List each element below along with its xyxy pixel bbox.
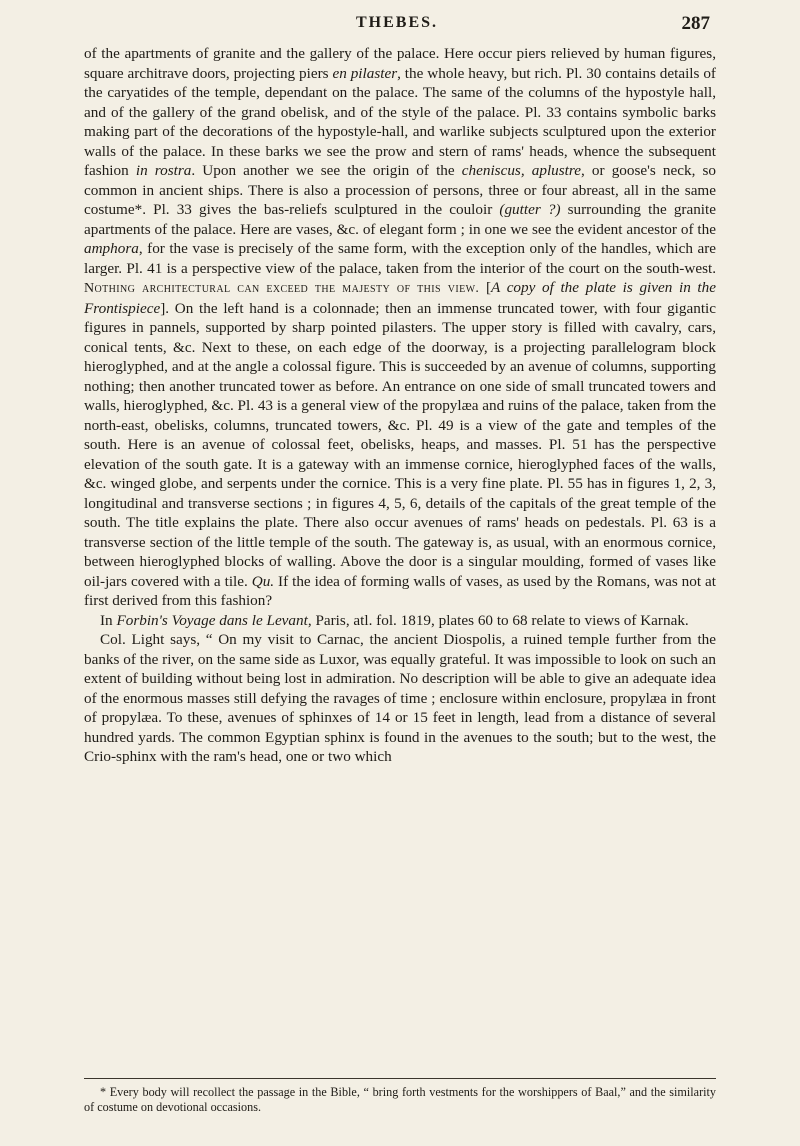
paragraph-forbin: In Forbin's Voyage dans le Levant, Paris, atl. fol. 1819, plates 60 to 68 relate to views of Karnak. <box>100 611 689 629</box>
page-number: 287 <box>681 13 710 34</box>
paragraph-col-light: Col. Light says, “ On my visit to Carnac, the ancient Diospolis, a ruined temple further from the banks of the river, on the same side as Luxor, was equally grateful. It was impossible to look on such an extent of building without being lost in admiration. No description will be able to give an adequate idea of the enormous masses still defying the ravages of time ; enclosure within enclosure, propylæa in front of propylæa. To these, avenues of sphinxes of 14 or 15 feet in length, lead from a distance of several hundred yards. The common Egyptian sphinx is found in the avenues to the south; but to the west, the Crio-sphinx with the ram's head, one or two which <box>84 631 716 765</box>
footnote-text: * Every body will recollect the passage in the Bible, “ bring forth vestments for the worshippers of Baal,” and the similarity of costume on devotional occasions. <box>84 1085 716 1114</box>
page-header <box>84 14 710 40</box>
footnote-divider <box>84 1078 716 1079</box>
paragraph-plates-description: of the apartments of granite and the gallery of the palace. Here occur piers relieved by human figures, square architrave doors, projecting piers en pilaster, the whole heavy, but rich. Pl. 30 contains details of the caryatides of the temple, dependant on the palace. The same of the columns of the hypostyle hall, and of the gallery of the grand obelisk, and of the style of the palace. Pl. 33 contains symbolic barks making part of the decorations of the hypostyle-hall, and warlike subjects sculptured upon the exterior walls of the palace. In these barks we see the prow and stern of rams' heads, whence the subsequent fashion in rostra. Upon another we see the origin of the cheniscus, aplustre, or goose's neck, so common in ancient ships. There is also a procession of persons, three or four abreast, all in the same costume*. Pl. 33 gives the bas-reliefs sculptured in the couloir (gutter ?) surrounding the granite apartments of the palace. Here are vases, &c. of elegant form ; in one we see the evident ancestor of the amphora, for the vase is precisely of the same form, with the exception only of the handles, which are larger. Pl. 41 is a perspective view of the palace, taken from the interior of the court on the south-west. Nothing architectural can exceed the majesty of this view. [A copy of the plate is given in the Frontispiece]. On the left hand is a colonnade; then an immense truncated tower, with four gigantic figures in pannels, supported by sharp pointed pilasters. The upper story is filled with cavalry, cars, conical tents, &c. Next to these, on each edge of the doorway, is a projecting parallelogram block hieroglyphed, and at the angle a colossal figure. This is succeeded by an avenue of columns, supporting nothing; then another truncated tower as before. An entrance on one side of small truncated towers and walls, hieroglyphed, &c. Pl. 43 is a general view of the propylæa and ruins of the palace, taken from the north-east, obelisks, columns, truncated towers, &c. Pl. 49 is a view of the gate and temples of the south. Here is an avenue of colossal feet, obelisks, heaps, and masses. Pl. 51 has the perspective elevation of the south gate. It is a gateway with an immense cornice, hieroglyphed faces of the walls, &c. winged globe, and serpents under the cornice. This is a very fine plate. Pl. 55 has in figures 1, 2, 3, longitudinal and transverse sections ; in figures 4, 5, 6, details of the capitals of the great temple of the south. The title explains the plate. There also occur avenues of rams' heads on pedestals. Pl. 63 is a transverse section of the little temple of the south. The gateway is, as usual, with an enormous cornice, between hieroglyphed blocks of walling. Above the door is a singular moulding, formed of vases like oil-jars covered with a tile. Qu. If the idea of forming walls of vases, as used by the Romans, was not at first derived from this fashion? <box>84 45 717 609</box>
footnote <box>84 1085 716 1115</box>
body-text <box>84 44 716 767</box>
running-head: THEBES. <box>355 14 439 31</box>
small-caps-emphasis: Nothing architectural can exceed the majesty of this view. <box>84 281 480 296</box>
